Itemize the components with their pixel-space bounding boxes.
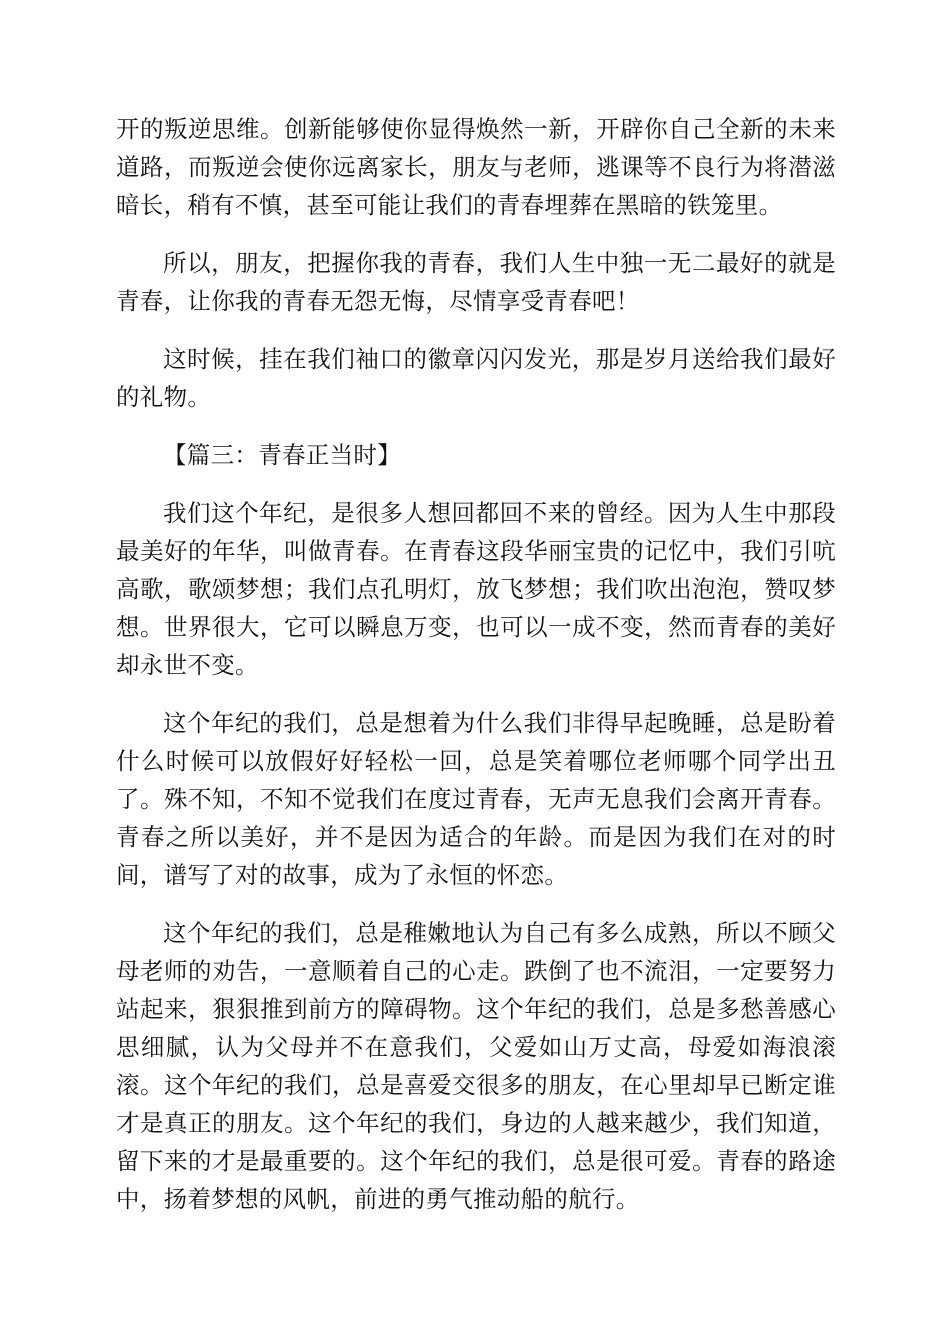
paragraph-unknowingly: 这个年纪的我们，总是想着为什么我们非得早起晚睡，总是盼着什么时候可以放假好好轻松一回，总是笑着哪位老师哪个同学出丑了。殊不知，不知不觉我们在度过青春，无声无息我们会离开青春。青春之所以美好，并不是因为适合的年龄。而是因为我们在对的时间，谱写了对的故事，成为了永恒的怀恋。: [116, 709, 836, 889]
paragraph-continuation: 开的叛逆思维。创新能够使你显得焕然一新，开辟你自己全新的未来道路，而叛逆会使你远离家长，朋友与老师，逃课等不良行为将潜滋暗长，稍有不慎，甚至可能让我们的青春埋葬在黑暗的铁笼里。: [116, 115, 836, 219]
section-heading: 【篇三：青春正当时】: [163, 441, 401, 469]
paragraph-cherish-youth: 所以，朋友，把握你我的青春，我们人生中独一无二最好的就是青春，让你我的青春无怨无悔，尽情享受青春吧！: [116, 249, 836, 315]
paragraph-naive: 这个年纪的我们，总是稚嫩地认为自己有多么成熟，所以不顾父母老师的劝告，一意顺着自己的心走。跌倒了也不流泪，一定要努力站起来，狠狠推到前方的障碍物。这个年纪的我们，总是多愁善感心思细腻，认为父母并不在意我们，父爱如山万丈高，母爱如海浪滚滚。这个年纪的我们，总是喜爱交很多的朋友，在心里却早已断定谁才是真正的朋友。这个年纪的我们，身边的人越来越少，我们知道，留下来的才是最重要的。这个年纪的我们，总是很可爱。青春的路途中，扬着梦想的风帆，前进的勇气推动船的航行。: [116, 919, 836, 1213]
document-body: [116, 110, 836, 1218]
paragraph-our-age: 我们这个年纪，是很多人想回都回不来的曾经。因为人生中那段最美好的年华，叫做青春。在青春这段华丽宝贵的记忆中，我们引吭高歌，歌颂梦想；我们点孔明灯，放飞梦想；我们吹出泡泡，赞叹梦想。世界很大，它可以瞬息万变，也可以一成不变，然而青春的美好却永世不变。: [116, 499, 836, 679]
paragraph-badge: 这时候，挂在我们袖口的徽章闪闪发光，那是岁月送给我们最好的礼物。: [116, 345, 836, 411]
